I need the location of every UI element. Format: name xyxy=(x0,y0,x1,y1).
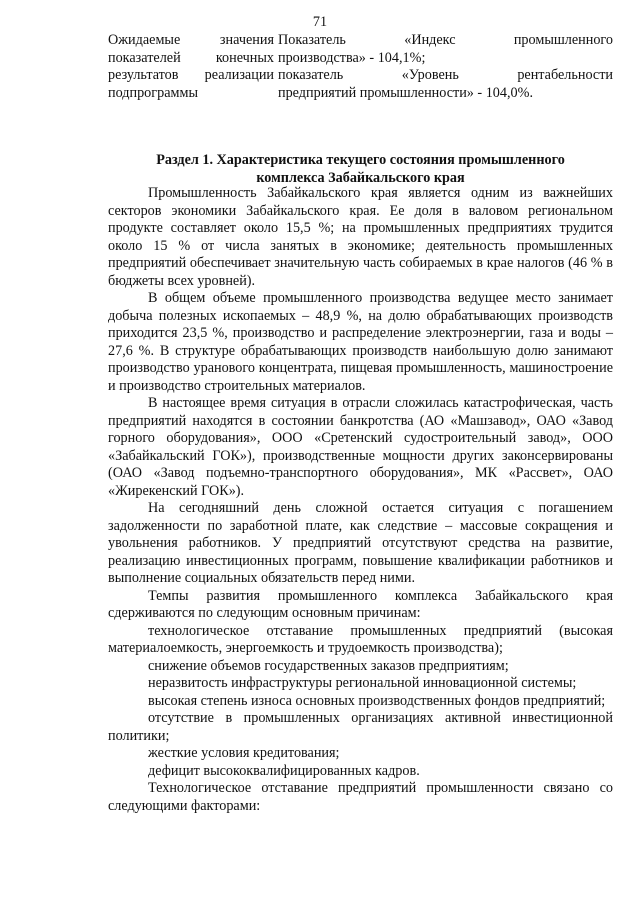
list-item: неразвитость инфраструктуры региональной инновационной системы; xyxy=(148,675,577,691)
section-heading-line: комплекса Забайкальского края xyxy=(256,169,465,186)
list-item: высокая степень износа основных производственных фондов предприятий; xyxy=(148,692,606,709)
indicators-value-line: показатель «Уровень рентабельности xyxy=(278,67,613,83)
indicators-value-line: предприятий промышленности» - 104,0%. xyxy=(278,84,533,101)
indicators-value xyxy=(274,32,613,102)
section-heading xyxy=(108,152,613,187)
indicators-label-line: результатов реализации xyxy=(108,67,274,83)
paragraph: Промышленность Забайкальского края является одним из важнейших секторов экономики Забайкальского края. Ее доля в валовом региональном продукте составляет около 15,5 %; на промышленных предприятиях трудится около 15 % от числа занятых в экономике; деятельность промышленных предприятий обеспечивает значительную часть собираемых в крае налогов (46 % в бюджеты всех уровней). xyxy=(108,185,613,289)
paragraph: В общем объеме промышленного производства ведущее место занимает добыча полезных ископаемых – 48,9 %, на долю обрабатывающих производств приходится 23,5 %, производство и распределение электроэнергии, газа и воды – 27,6 %. В структуре обрабатывающих производств наибольшую долю занимают производство уранового концентрата, пищевая промышленность, машиностроение и производство строительных материалов. xyxy=(108,290,613,394)
indicators-label-line: Ожидаемые значения xyxy=(108,32,274,48)
section-body xyxy=(108,185,613,815)
indicators-label xyxy=(108,32,274,102)
list-item: дефицит высококвалифицированных кадров. xyxy=(148,762,420,779)
section-heading-line: Раздел 1. Характеристика текущего состояния промышленного xyxy=(156,152,565,168)
paragraph: В настоящее время ситуация в отрасли сложилась катастрофическая, часть предприятий находятся в состоянии банкротства (АО «Машзавод», ОАО «Завод горного оборудования», ООО «Сретенский судостроительный завод», ООО «Забайкальский ГОК»), производственные мощности других законсервированы (ОАО «Завод подъемно-транспортного оборудования», МК «Рассвет», ОАО «Жирекенский ГОК»). xyxy=(108,395,613,499)
list-item: жесткие условия кредитования; xyxy=(148,745,340,761)
paragraph: Темпы развития промышленного комплекса Забайкальского края сдерживаются по следующим основным причинам: xyxy=(108,587,613,621)
paragraph: На сегодняшний день сложной остается ситуация с погашением задолженности по заработной плате, как следствие – массовые сокращения и увольнения работников. У предприятий отсутствуют средства на развитие, реализацию инвестиционных программ, повышение квалификации работников и выполнение социальных обязательств перед ними. xyxy=(108,500,613,586)
expected-results-block xyxy=(108,32,613,102)
paragraph: Технологическое отставание предприятий промышленности связано со следующими факторами: xyxy=(108,780,613,814)
list-item: отсутствие в промышленных организациях активной инвестиционной политики; xyxy=(108,710,613,744)
list-item: технологическое отставание промышленных предприятий (высокая материалоемкость, энергоемкость и трудоемкость производства); xyxy=(108,622,613,656)
page-number: 71 xyxy=(312,14,328,30)
indicators-label-line: подпрограммы xyxy=(108,84,198,101)
list-item: снижение объемов государственных заказов предприятиям; xyxy=(148,657,509,674)
indicators-label-line: показателей конечных xyxy=(108,49,274,66)
indicators-value-line: производства» - 104,1%; xyxy=(278,49,426,66)
indicators-value-line: Показатель «Индекс промышленного xyxy=(278,32,613,48)
